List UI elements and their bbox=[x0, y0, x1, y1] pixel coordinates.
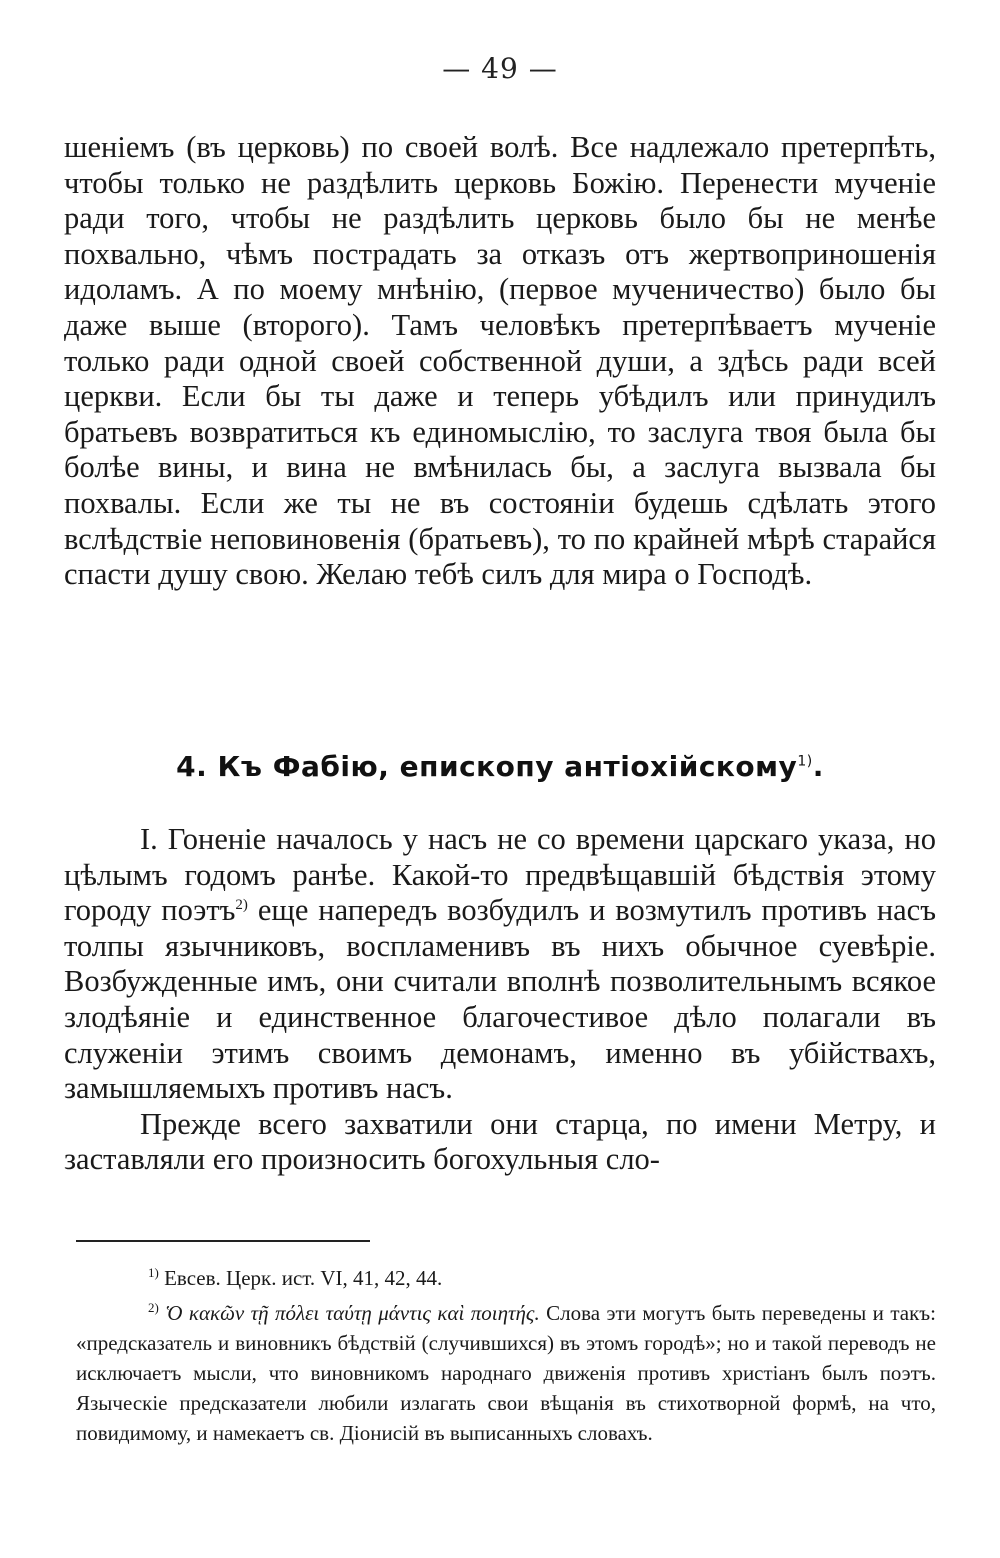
paragraph-text: Прежде всего захватили они старца, по имени Метру, и заставляли его произносить богохульныя сло- bbox=[64, 1106, 936, 1177]
page-number: — 49 — bbox=[442, 52, 558, 85]
paragraph-text-part: I. Гоненіе началось у насъ не со времени царскаго указа, но цѣлымъ годомъ ранѣе. Какой-то предвѣщавшій бѣдствія этому городу поэтъ bbox=[64, 822, 936, 928]
footnote-2 bbox=[76, 1293, 936, 1448]
footnote-2-text: Слова эти могутъ быть переведены и такъ: «предсказатель и виновникъ бѣдствій (случившихся) въ этомъ городѣ»; но и такой переводъ не исключаетъ мысли, что виновникомъ народнаго движенія противъ христіанъ былъ поэтъ. Языческіе предсказатели любили излагать свои вѣщанія въ стихотворной формѣ, на что, повидимому, и намекаетъ св. Діонисій въ выписанныхъ словахъ. bbox=[76, 1301, 936, 1445]
paragraph-text-part: еще напередъ возбудилъ и возмутилъ противъ насъ толпы язычниковъ, воспламенивъ въ нихъ обычное суевѣріе. Возбужденные имъ, они считали вполнѣ позволительнымъ всякое злодѣяніе и единственное благочестивое дѣло полагали въ служеніи этимъ своимъ демонамъ, именно въ убійствахъ, замышляемыхъ противъ насъ. bbox=[64, 893, 936, 1106]
footnote-1 bbox=[76, 1258, 936, 1293]
paragraph-text bbox=[64, 822, 936, 1107]
footnotes bbox=[76, 1258, 936, 1448]
section-heading: 4. Къ Фабію, епископу антіохійскому$^{1)}$. bbox=[176, 750, 824, 783]
footnote-2-mark: 2) bbox=[148, 1300, 159, 1315]
footnote-ref-2: 2) bbox=[235, 897, 248, 914]
footnote-1-mark: 1) bbox=[148, 1265, 159, 1280]
footnote-1-text: Евсев. Церк. ист. VI, 41, 42, 44. bbox=[158, 1266, 443, 1290]
paragraph-text: шеніемъ (въ церковь) по своей волѣ. Все надлежало претерпѣть, чтобы только не раздѣлить церковь Божію. Перенести мученіе ради того, чтобы не раздѣлить церковь было бы не менѣе похвально, чѣмъ пострадать за отказъ отъ жертвоприношенія идоламъ. А по моему мнѣнію, (первое мученичество) было бы даже выше (второго). Тамъ человѣкъ претерпѣваетъ мученіе только ради одной своей собственной души, а здѣсь ради всей церкви. Если бы ты даже и теперь убѣдилъ или принудилъ братьевъ возвратиться къ единомыслію, то заслуга твоя была бы болѣе вины, и вина не вмѣнилась бы, а заслуга вызвала бы похвалы. Если же ты не въ состояніи будешь сдѣлать этого вслѣдствіе неповиновенія (братьевъ), то по крайней мѣрѣ старайся спасти душу свою. Желаю тебѣ силъ для мира о Господѣ. bbox=[64, 130, 936, 592]
footnote-ref-1: 1) bbox=[797, 753, 813, 770]
paragraph-continued bbox=[64, 130, 936, 593]
letter-body bbox=[64, 822, 936, 1178]
footnote-divider bbox=[76, 1240, 370, 1242]
footnote-2-greek-quote: Ὁ κακῶν τῇ πόλει ταύτῃ μάντις καὶ ποιητής. bbox=[158, 1301, 540, 1325]
section-heading-text: 4. Къ Фабію, епископу антіохійскому bbox=[176, 750, 798, 783]
